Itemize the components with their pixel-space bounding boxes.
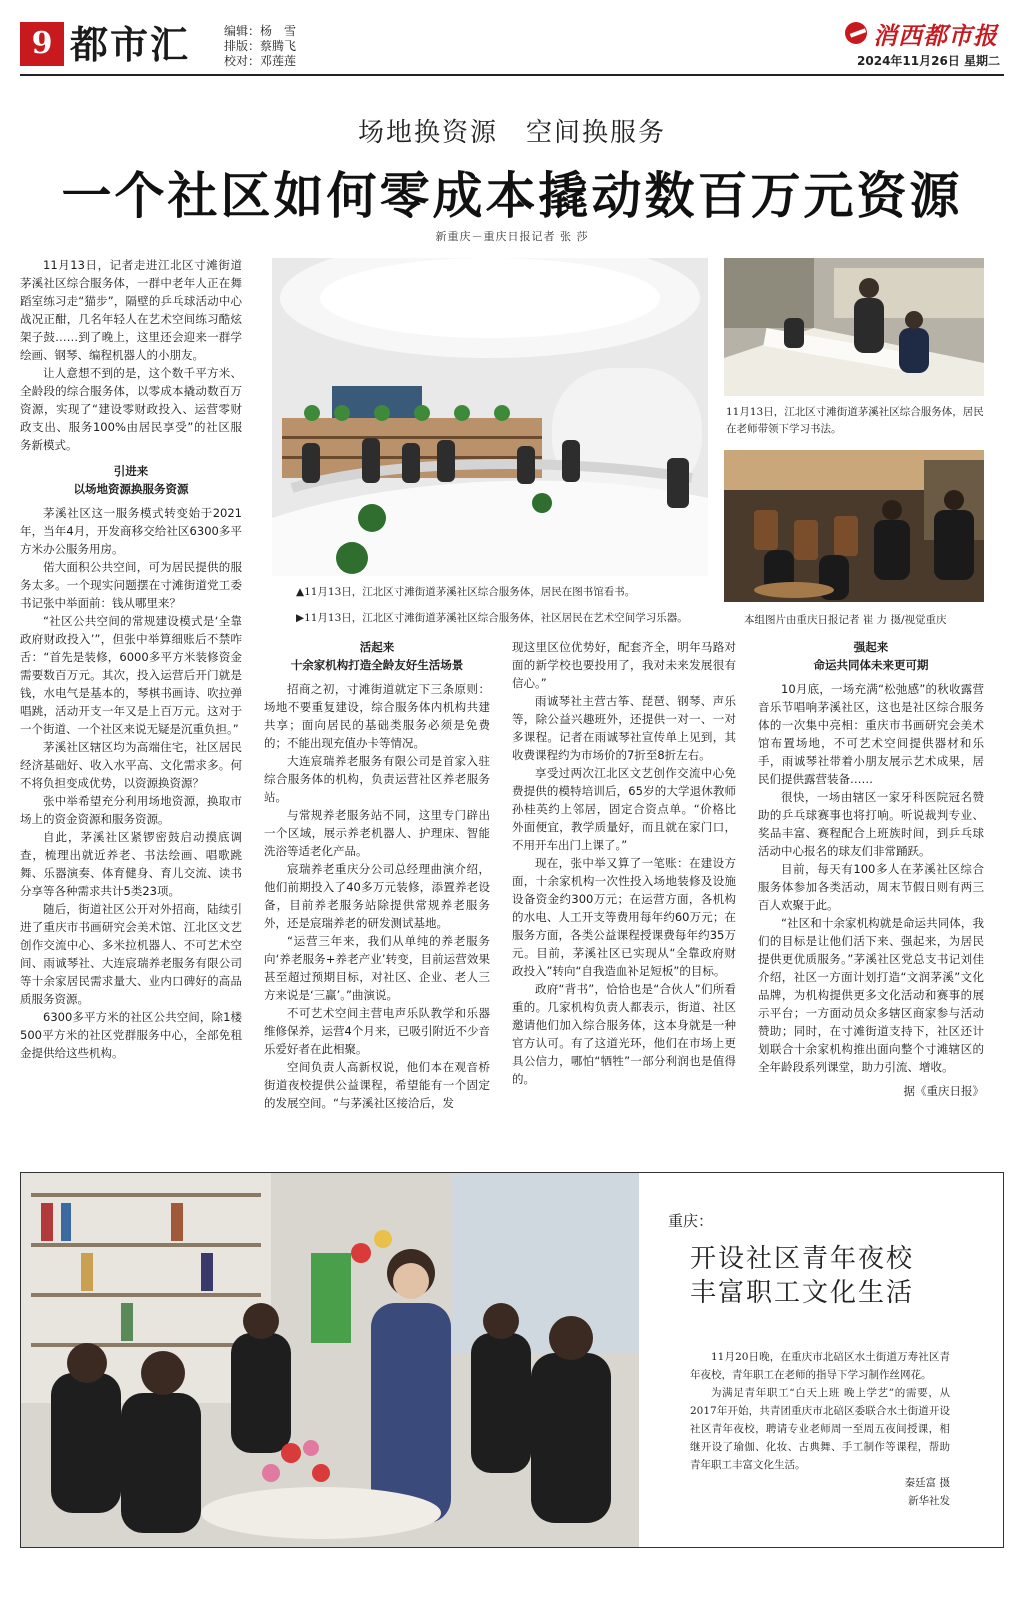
paragraph: 宸瑞养老重庆分公司总经理曲演介绍，他们前期投入了40多万元装修，添置养老设备，目前养老服务站除提供常规养老服务外，还是宸瑞养老的研发测试基地。 <box>264 862 490 930</box>
caption-library: ▲11月13日，江北区寸滩街道茅溪社区综合服务体，居民在图书馆看书。 <box>296 586 636 598</box>
paragraph: 招商之初，寸滩街道就定下三条原则：场地不要重复建设，综合服务体内机构共建共享；面向居民的基础类服务必须是免费的；不能出现充值办卡等情况。 <box>264 682 490 750</box>
paragraph: 政府“背书”，恰恰也是“合伙人”们所看重的。几家机构负责人都表示，街道、社区邀请他们加入综合服务体，这本身就是一种官方认可。有了这道光环，他们在市场上更具公信力，哪怕“牺牲”一部分利润也是值得的。 <box>512 982 736 1086</box>
paragraph: 6300多平方米的社区公共空间，除1楼500平方米的社区党群服务中心，全部免租金提供给这些机构。 <box>20 1010 242 1060</box>
paragraph: “社区公共空间的常规建设模式是‘全靠政府财政投入’”，但张中举算细账后不禁咋舌：“首先是装修，6000多平方米装修资金需要数百万元。其次，投入运营后开门就是钱，水电气是基本的，琴棋书画诗、吹拉弹唱跳，活动开支一年又是上百万元。这对于一个街道、一个社区来说无疑是沉重负担。” <box>20 614 242 736</box>
paragraph: 不可艺术空间主营电声乐队教学和乐器维修保养，运营4个月来，已吸引附近不少音乐爱好者在此相聚。 <box>264 1006 490 1056</box>
text-column-2 <box>264 638 490 1112</box>
bottom-story-text <box>690 1348 950 1510</box>
bottom-story-title-line2: 丰富职工文化生活 <box>690 1278 915 1308</box>
paragraph: 与常规养老服务站不同，这里专门辟出一个区域，展示养老机器人、护理床、智能洗浴等适老化产品。 <box>264 808 490 858</box>
paragraph: 大连宸瑞养老服务有限公司是首家入驻综合服务体的机构，负责运营社区养老服务站。 <box>264 754 490 804</box>
paragraph: 为满足青年职工“白天上班 晚上学艺”的需要，从2017年开始，共青团重庆市北碚区委联合水土街道开设社区青年夜校，聘请专业老师周一至周五夜间授课，相继开设了瑜伽、化妆、古典舞、手工制作等课程，帮助青年职工丰富文化生活。 <box>690 1387 950 1471</box>
article-byline: 新重庆－重庆日报记者 张 莎 <box>435 230 589 243</box>
paragraph: 茅溪社区这一服务模式转变始于2021年，当年4月，开发商移交给社区6300多平方米办公服务用房。 <box>20 506 242 556</box>
layout-credit: 排版：蔡腾飞 <box>224 39 297 53</box>
paragraph: 10月底，一场充满“松弛感”的秋收露营音乐节唱响茅溪社区，这也是社区综合服务体的一次集中亮相：重庆市书画研究会美术馆布置场地，不可艺术空间提供器材和乐手，雨诚琴社带着小朋友展示艺术成果，居民们提供露营装备…… <box>758 682 984 786</box>
article-headline: 一个社区如何零成本撬动数百万元资源 <box>61 166 963 225</box>
subheading: 活起来 十余家机构打造全龄友好生活场景 <box>290 640 464 672</box>
caption-music: ▶11月13日，江北区寸滩街道茅溪社区综合服务体，社区居民在艺术空间学习乐器。 <box>296 612 688 624</box>
paragraph: 很快，一场由辖区一家牙科医院冠名赞助的乒乓球赛事也将打响。听说裁判专业、奖品丰富、赛程配合上班族时间，到乒乓球活动中心报名的球友们非常踊跃。 <box>758 790 984 858</box>
masthead-name: 消西都市报 <box>873 20 998 50</box>
paragraph: 享受过两次江北区文艺创作交流中心免费提供的模特培训后，65岁的大学退休教师孙桂英约上邻居，固定合资点单。“价格比外面便宜，教学质量好，而且就在家门口，不用开车出门上课了。” <box>512 766 736 852</box>
paragraph: 偌大面积公共空间，可为居民提供的服务太多。一个现实问题摆在寸滩街道党工委书记张中举面前：钱从哪里来？ <box>20 560 242 610</box>
page-number: 9 <box>20 22 64 66</box>
photo-credit: 本组图片由重庆日报记者 崔 力 摄/视觉重庆 <box>744 614 947 626</box>
photo-youth-night-school <box>21 1173 639 1547</box>
paragraph: “运营三年来，我们从单纯的养老服务向‘养老服务+养老产业’转变，目前运营效果甚至超过预期目标，对社区、企业、老人三方来说是‘三赢’。”曲演说。 <box>264 934 490 1002</box>
paragraph: 雨诚琴社主营古筝、琵琶、钢琴、声乐等，除公益兴趣班外，还提供一对一、一对多课程。记者在雨诚琴社宣传单上见到，其收费课程约为市场价的7折至8折左右。 <box>512 694 736 762</box>
bottom-story-location: 重庆： <box>668 1212 714 1230</box>
bottom-story-title-line1: 开设社区青年夜校 <box>690 1244 915 1274</box>
article-kicker: 场地换资源 空间换服务 <box>357 118 666 148</box>
editor-credit: 编辑：杨 雪 <box>224 24 297 38</box>
paragraph: 目前，每天有100多人在茅溪社区综合服务体参加各类活动，周末节假日则有两三百人欢聚于此。 <box>758 862 984 912</box>
text-column-4 <box>758 638 984 1100</box>
paragraph: 11月20日晚，在重庆市北碚区水土街道万寿社区青年夜校，青年职工在老师的指导下学习制作丝网花。 <box>690 1351 950 1381</box>
subheading: 强起来 命运共同体未来更可期 <box>813 640 929 672</box>
paragraph: 空间负责人高新权说，他们本在观音桥街道夜校提供公益课程，希望能有一个固定的发展空间。“与茅溪社区接洽后，发 <box>264 1060 490 1110</box>
text-column-3 <box>512 638 736 1088</box>
agency-credit: 新华社发 <box>908 1495 950 1507</box>
photo-calligraphy <box>724 258 984 396</box>
header-divider <box>20 74 1004 76</box>
subheading: 引进来 以场地资源换服务资源 <box>73 464 189 496</box>
photo-library <box>272 258 708 576</box>
source-note: 据《重庆日报》 <box>903 1084 984 1098</box>
paragraph: 让人意想不到的是，这个数千平方米、全龄段的综合服务体，以零成本撬动数百万资源，实现了“建设零财政投入、运营零财政支出、服务100%由居民享受”的社区服务新模式。 <box>20 366 242 452</box>
caption-calligraphy: 11月13日，江北区寸滩街道茅溪社区综合服务体，居民在老师带领下学习书法。 <box>726 406 984 435</box>
photo-music-room <box>724 450 984 602</box>
photographer-credit: 秦廷富 摄 <box>904 1477 950 1489</box>
paragraph: 现在，张中举又算了一笔账：在建设方面，十余家机构一次性投入场地装修及设施设备资金约300万元；在运营方面，各机构的水电、人工开支等费用每年约60万元；在服务方面，各类公益课程授课费每年约35万元。目前，茅溪社区已实现从“全靠政府财政投入”转向“自我造血补足短板”的目标。 <box>512 856 736 978</box>
paragraph: 茅溪社区辖区均为高端住宅，社区居民经济基础好、收入水平高、文化需求多。何不将负担变成优势，以资源换资源？ <box>20 740 242 790</box>
newspaper-logo-icon <box>845 22 867 44</box>
paragraph: “社区和十余家机构就是命运共同体，我们的目标是让他们活下来、强起来，为居民提供更优质服务。”茅溪社区党总支书记刘佳介绍，社区一方面计划打造“文润茅溪”文化品牌，为机构提供更多文化活动和赛事的展示平台；一方面动员众多辖区商家参与活动赞助；同时，在寸滩街道支持下，社区还计划联合十余家机构推出面向整个寸滩辖区的全年龄段系列课堂，助力引流、增收。 <box>758 916 984 1074</box>
issue-date: 2024年11月26日 星期二 <box>857 54 1000 68</box>
paragraph: 11月13日，记者走进江北区寸滩街道茅溪社区综合服务体，一群中老年人正在舞蹈室练习走“猫步”，隔壁的乒乓球活动中心战况正酣，几名年轻人在艺术空间练习酷炫架子鼓……到了晚上，这里还会迎来一群学绘画、钢琴、编程机器人的小朋友。 <box>20 258 242 362</box>
paragraph: 自此，茅溪社区紧锣密鼓启动摸底调查，梳理出就近养老、书法绘画、唱歌跳舞、乐器演奏、体育健身、育儿交流、读书分享等各种需求共计5类23项。 <box>20 830 242 898</box>
section-title: 都市汇 <box>70 22 191 67</box>
masthead-logo <box>845 20 998 50</box>
paragraph: 随后，街道社区公开对外招商，陆续引进了重庆市书画研究会美术馆、江北区文艺创作交流中心、多米拉机器人、不可艺术空间、雨诚琴社、大连宸瑞养老服务有限公司等十余家居民需求量大、业内口碑好的高品质服务资源。 <box>20 902 242 1006</box>
text-column-1 <box>20 256 242 1062</box>
proof-credit: 校对：邓莲莲 <box>224 54 297 68</box>
paragraph: 现这里区位优势好，配套齐全，明年马路对面的新学校也要投用了，我对未来发展很有信心。” <box>512 640 736 690</box>
paragraph: 张中举希望充分利用场地资源，换取市场上的资金资源和服务资源。 <box>20 794 242 826</box>
